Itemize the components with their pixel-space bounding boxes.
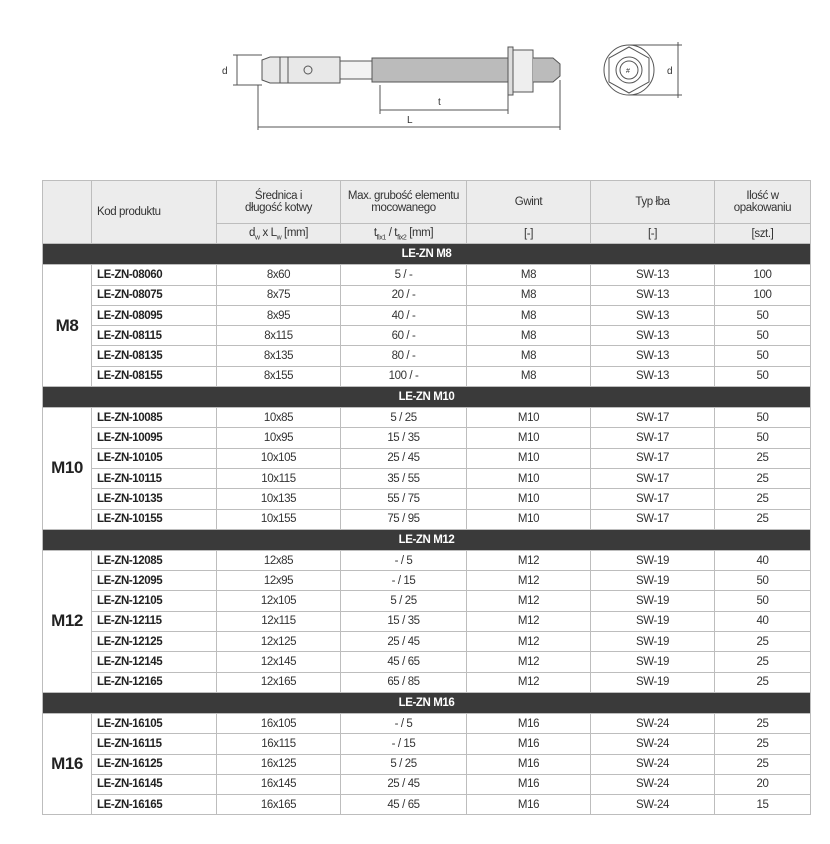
product-code-cell: LE-ZN-12105 — [92, 591, 217, 611]
table-row — [43, 672, 811, 692]
thread-cell: M16 — [467, 795, 591, 815]
dimensions-cell: 16x105 — [217, 713, 341, 733]
dimensions-cell: 8x95 — [217, 305, 341, 325]
package-qty-cell: 25 — [715, 632, 811, 652]
dh-label: d — [667, 66, 673, 77]
package-qty-cell: 50 — [715, 326, 811, 346]
dimensions-cell: 8x75 — [217, 285, 341, 305]
thread-cell: M12 — [467, 611, 591, 631]
table-row — [43, 652, 811, 672]
product-code-cell: LE-ZN-16165 — [92, 795, 217, 815]
thread-cell: M8 — [467, 326, 591, 346]
dimensions-cell: 12x105 — [217, 591, 341, 611]
thread-cell: M8 — [467, 366, 591, 386]
size-label: M12 — [43, 550, 92, 692]
thread-cell: M10 — [467, 468, 591, 488]
package-qty-cell: 25 — [715, 713, 811, 733]
head-type-cell: SW-19 — [591, 571, 715, 591]
product-code-cell: LE-ZN-10115 — [92, 468, 217, 488]
dimensions-cell: 12x85 — [217, 550, 341, 570]
thread-cell: M8 — [467, 265, 591, 285]
header-thickness-unit: $t_{fix1} / t_{fix2}$ [mm] — [341, 224, 467, 244]
group-title: LE-ZN M8 — [43, 244, 811, 265]
group-header-row — [43, 244, 811, 265]
thread-cell: M12 — [467, 632, 591, 652]
head-type-cell: SW-24 — [591, 754, 715, 774]
product-code-cell: LE-ZN-08060 — [92, 265, 217, 285]
package-qty-cell: 25 — [715, 754, 811, 774]
header-code: Kod produktu — [92, 181, 217, 244]
fixture-thickness-cell: 80 / - — [341, 346, 467, 366]
size-label: M16 — [43, 713, 92, 814]
header-head-unit: [-] — [591, 224, 715, 244]
table-row — [43, 265, 811, 285]
dimensions-cell: 10x85 — [217, 408, 341, 428]
fixture-thickness-cell: 35 / 55 — [341, 468, 467, 488]
thread-cell: M10 — [467, 408, 591, 428]
head-type-cell: SW-19 — [591, 632, 715, 652]
product-code-cell: LE-ZN-10095 — [92, 428, 217, 448]
dimensions-cell: 8x60 — [217, 265, 341, 285]
header-blank — [43, 181, 92, 244]
package-qty-cell: 50 — [715, 591, 811, 611]
thread-cell: M8 — [467, 346, 591, 366]
table-row — [43, 774, 811, 794]
fixture-thickness-cell: 5 / 25 — [341, 591, 467, 611]
table-row — [43, 571, 811, 591]
thread-cell: M12 — [467, 652, 591, 672]
dw-label: d — [222, 66, 228, 77]
thread-cell: M12 — [467, 591, 591, 611]
package-qty-cell: 25 — [715, 734, 811, 754]
anchor-bolt-diagram — [200, 30, 700, 140]
package-qty-cell: 40 — [715, 611, 811, 631]
package-qty-cell: 25 — [715, 672, 811, 692]
thread-cell: M10 — [467, 428, 591, 448]
product-code-cell: LE-ZN-10085 — [92, 408, 217, 428]
head-type-cell: SW-24 — [591, 713, 715, 733]
package-qty-cell: 40 — [715, 550, 811, 570]
head-type-cell: SW-19 — [591, 611, 715, 631]
head-type-cell: SW-19 — [591, 591, 715, 611]
table-row — [43, 408, 811, 428]
header-thickness: Max. grubość elementu mocowanego — [341, 181, 467, 224]
group-header-row — [43, 692, 811, 713]
fixture-thickness-cell: 65 / 85 — [341, 672, 467, 692]
head-type-cell: SW-17 — [591, 428, 715, 448]
table-row — [43, 305, 811, 325]
thread-cell: M12 — [467, 672, 591, 692]
fixture-thickness-cell: 15 / 35 — [341, 611, 467, 631]
table-row — [43, 326, 811, 346]
group-header-row — [43, 529, 811, 550]
package-qty-cell: 25 — [715, 509, 811, 529]
thread-cell: M12 — [467, 550, 591, 570]
fixture-thickness-cell: 45 / 65 — [341, 652, 467, 672]
fixture-thickness-cell: 15 / 35 — [341, 428, 467, 448]
header-diameter-unit: $d_w$ x $L_w$ [mm] — [217, 224, 341, 244]
head-type-cell: SW-19 — [591, 652, 715, 672]
group-title: LE-ZN M12 — [43, 529, 811, 550]
dimensions-cell: 16x165 — [217, 795, 341, 815]
product-code-cell: LE-ZN-10155 — [92, 509, 217, 529]
product-code-cell: LE-ZN-08155 — [92, 366, 217, 386]
header-qty-unit: [szt.] — [715, 224, 811, 244]
table-row — [43, 366, 811, 386]
table-row — [43, 754, 811, 774]
dimensions-cell: 8x115 — [217, 326, 341, 346]
fixture-thickness-cell: 55 / 75 — [341, 489, 467, 509]
fixture-thickness-cell: - / 5 — [341, 713, 467, 733]
product-code-cell: LE-ZN-10105 — [92, 448, 217, 468]
head-type-cell: SW-13 — [591, 285, 715, 305]
fixture-thickness-cell: - / 15 — [341, 734, 467, 754]
fixture-thickness-cell: - / 15 — [341, 571, 467, 591]
table-row — [43, 795, 811, 815]
group-title: LE-ZN M10 — [43, 387, 811, 408]
dimensions-cell: 10x95 — [217, 428, 341, 448]
dimensions-cell: 16x145 — [217, 774, 341, 794]
product-code-cell: LE-ZN-16105 — [92, 713, 217, 733]
group-title: LE-ZN M16 — [43, 692, 811, 713]
fixture-thickness-cell: 25 / 45 — [341, 774, 467, 794]
dimensions-cell: 10x155 — [217, 509, 341, 529]
fixture-thickness-cell: 75 / 95 — [341, 509, 467, 529]
product-code-cell: LE-ZN-16115 — [92, 734, 217, 754]
thread-cell: M10 — [467, 509, 591, 529]
product-code-cell: LE-ZN-12125 — [92, 632, 217, 652]
fixture-thickness-cell: 25 / 45 — [341, 632, 467, 652]
header-head: Typ łba — [591, 181, 715, 224]
dimensions-cell: 10x135 — [217, 489, 341, 509]
table-row — [43, 448, 811, 468]
package-qty-cell: 20 — [715, 774, 811, 794]
table-row — [43, 611, 811, 631]
package-qty-cell: 50 — [715, 346, 811, 366]
hex-mark: # — [626, 68, 630, 75]
head-type-cell: SW-13 — [591, 326, 715, 346]
package-qty-cell: 50 — [715, 305, 811, 325]
product-code-cell: LE-ZN-10135 — [92, 489, 217, 509]
fixture-thickness-cell: 5 / - — [341, 265, 467, 285]
package-qty-cell: 50 — [715, 366, 811, 386]
table-row — [43, 489, 811, 509]
head-type-cell: SW-19 — [591, 672, 715, 692]
head-type-cell: SW-17 — [591, 489, 715, 509]
dimensions-cell: 10x105 — [217, 448, 341, 468]
dimensions-cell: 12x95 — [217, 571, 341, 591]
head-type-cell: SW-19 — [591, 550, 715, 570]
dimensions-cell: 12x145 — [217, 652, 341, 672]
table-row — [43, 550, 811, 570]
head-type-cell: SW-13 — [591, 366, 715, 386]
product-code-cell: LE-ZN-12165 — [92, 672, 217, 692]
fixture-thickness-cell: 45 / 65 — [341, 795, 467, 815]
head-type-cell: SW-13 — [591, 305, 715, 325]
product-code-cell: LE-ZN-08095 — [92, 305, 217, 325]
package-qty-cell: 50 — [715, 428, 811, 448]
package-qty-cell: 15 — [715, 795, 811, 815]
package-qty-cell: 50 — [715, 408, 811, 428]
package-qty-cell: 25 — [715, 489, 811, 509]
product-code-cell: LE-ZN-12115 — [92, 611, 217, 631]
dimensions-cell: 8x135 — [217, 346, 341, 366]
thread-cell: M12 — [467, 571, 591, 591]
head-type-cell: SW-17 — [591, 408, 715, 428]
table-row — [43, 713, 811, 733]
dimensions-cell: 16x125 — [217, 754, 341, 774]
fixture-thickness-cell: 20 / - — [341, 285, 467, 305]
fixture-thickness-cell: 40 / - — [341, 305, 467, 325]
thread-cell: M16 — [467, 774, 591, 794]
thread-cell: M16 — [467, 734, 591, 754]
table-row — [43, 428, 811, 448]
table-row — [43, 591, 811, 611]
lw-label: L — [407, 115, 413, 126]
product-table — [42, 180, 811, 815]
product-code-cell: LE-ZN-12095 — [92, 571, 217, 591]
table-row — [43, 734, 811, 754]
package-qty-cell: 25 — [715, 652, 811, 672]
head-type-cell: SW-24 — [591, 795, 715, 815]
head-type-cell: SW-13 — [591, 346, 715, 366]
table-row — [43, 468, 811, 488]
package-qty-cell: 100 — [715, 285, 811, 305]
head-type-cell: SW-17 — [591, 448, 715, 468]
header-thread: Gwint — [467, 181, 591, 224]
head-type-cell: SW-24 — [591, 774, 715, 794]
header-diameter: Średnica i długość kotwy — [217, 181, 341, 224]
fixture-thickness-cell: 60 / - — [341, 326, 467, 346]
dimensions-cell: 12x165 — [217, 672, 341, 692]
head-type-cell: SW-13 — [591, 265, 715, 285]
table-row — [43, 285, 811, 305]
header-qty: Ilość w opakowaniu — [715, 181, 811, 224]
product-code-cell: LE-ZN-16145 — [92, 774, 217, 794]
package-qty-cell: 50 — [715, 571, 811, 591]
thread-cell: M16 — [467, 754, 591, 774]
product-code-cell: LE-ZN-08135 — [92, 346, 217, 366]
table-row — [43, 632, 811, 652]
thread-cell: M8 — [467, 285, 591, 305]
head-type-cell: SW-17 — [591, 509, 715, 529]
fixture-thickness-cell: 100 / - — [341, 366, 467, 386]
table-row — [43, 509, 811, 529]
product-code-cell: LE-ZN-12145 — [92, 652, 217, 672]
fixture-thickness-cell: - / 5 — [341, 550, 467, 570]
fixture-thickness-cell: 25 / 45 — [341, 448, 467, 468]
dimensions-cell: 16x115 — [217, 734, 341, 754]
dimensions-cell: 12x115 — [217, 611, 341, 631]
fixture-thickness-cell: 5 / 25 — [341, 408, 467, 428]
head-type-cell: SW-17 — [591, 468, 715, 488]
thread-cell: M10 — [467, 489, 591, 509]
head-type-cell: SW-24 — [591, 734, 715, 754]
product-code-cell: LE-ZN-16125 — [92, 754, 217, 774]
product-code-cell: LE-ZN-08075 — [92, 285, 217, 305]
header-thread-unit: [-] — [467, 224, 591, 244]
product-code-cell: LE-ZN-12085 — [92, 550, 217, 570]
product-code-cell: LE-ZN-08115 — [92, 326, 217, 346]
group-header-row — [43, 387, 811, 408]
size-label: M10 — [43, 408, 92, 530]
fixture-thickness-cell: 5 / 25 — [341, 754, 467, 774]
table-row — [43, 346, 811, 366]
thread-cell: M16 — [467, 713, 591, 733]
dimensions-cell: 8x155 — [217, 366, 341, 386]
tfix-label: t — [438, 97, 441, 108]
dimensions-cell: 12x125 — [217, 632, 341, 652]
size-label: M8 — [43, 265, 92, 387]
dimensions-cell: 10x115 — [217, 468, 341, 488]
package-qty-cell: 100 — [715, 265, 811, 285]
thread-cell: M8 — [467, 305, 591, 325]
thread-cell: M10 — [467, 448, 591, 468]
package-qty-cell: 25 — [715, 448, 811, 468]
package-qty-cell: 25 — [715, 468, 811, 488]
